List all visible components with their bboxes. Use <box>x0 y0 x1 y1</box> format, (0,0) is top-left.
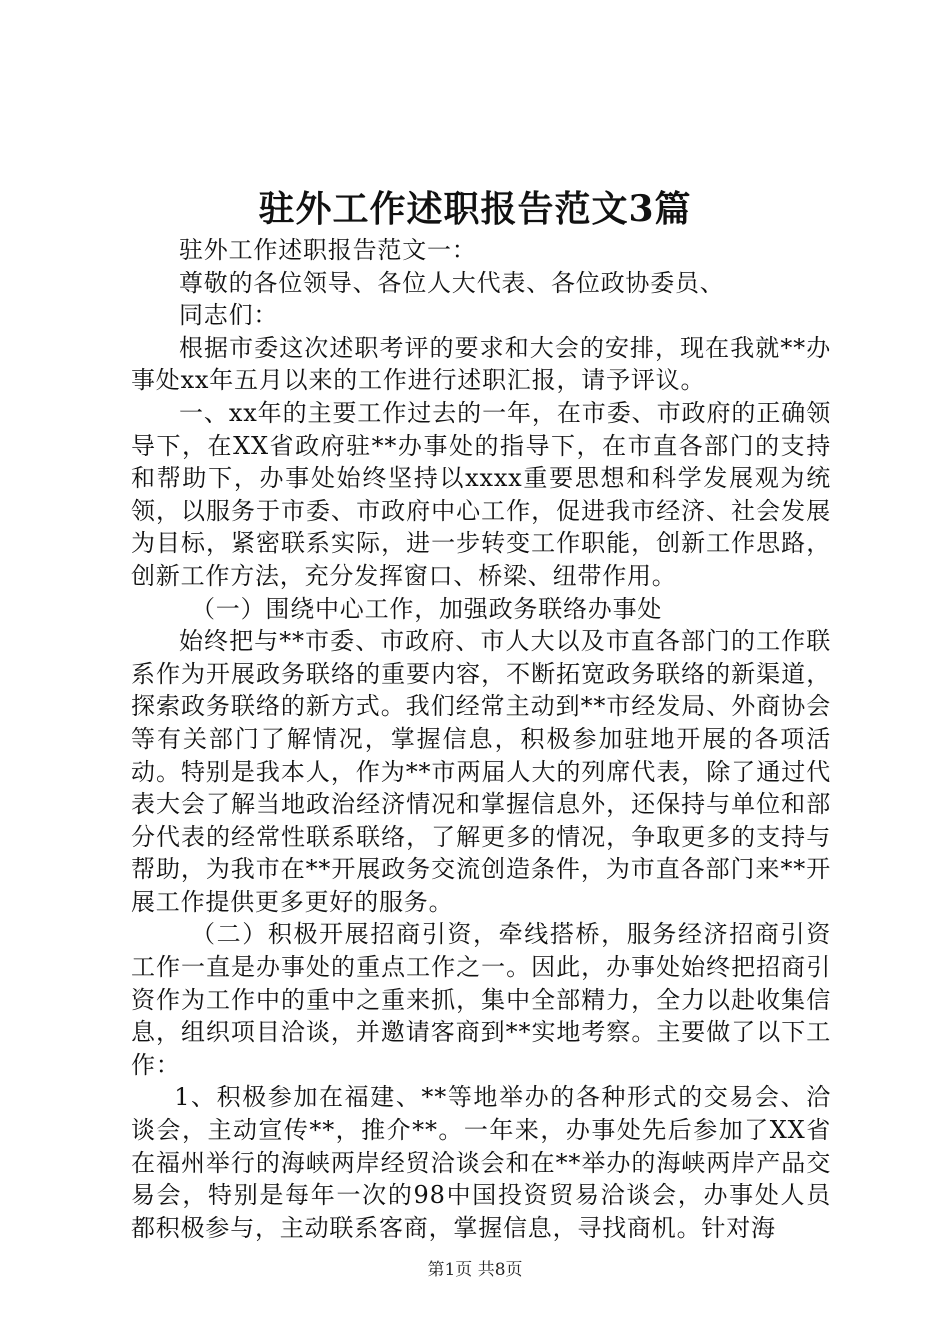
paragraph-salutation-2: 同志们： <box>179 301 279 330</box>
page-number: 第1页 共8页 <box>427 1260 523 1280</box>
paragraph-heading: 驻外工作述职报告范文一： <box>179 236 477 264</box>
paragraph-section-1-body: 始终把与**市委、市政府、市人大以及市直各部门的工作联系作为开展政务联络的重要内容，不断拓宽政务联络的新渠道，探索政务联络的新方式。我们经常主动到**市经发局、外商协会等有关部门了解情况，掌握信息，积极参加驻地开展的各项活动。特别是我本人，作为**市两届人大的列席代表，除了通过代表大会了解当地政治经济情况和掌握信息外，还保持与单位和部分代表的经常性联系联络，了解更多的情况，争取更多的支持与帮助，为我市在**开展政务交流创造条件，为市直各部门来**开展工作提供更多更好的服务。 <box>131 627 831 916</box>
paragraph-subheading-1: （一）围绕中心工作，加强政务联络办事处 <box>191 594 663 623</box>
paragraph-intro: 根据市委这次述职考评的要求和大会的安排，现在我就**办事处xx年五月以来的工作进行述职汇报，请予评议。 <box>131 333 831 395</box>
document-body <box>131 234 831 1244</box>
document-title: 驻外工作述职报告范文3篇 <box>258 188 692 230</box>
paragraph-item-1: 1、积极参加在福建、**等地举办的各种形式的交易会、洽谈会，主动宣传**，推介**。一年来，办事处先后参加了XX省在福州举行的海峡两岸经贸洽谈会和在**举办的海峡两岸产品交易会，特别是每年一次的98中国投资贸易洽谈会，办事处人员都积极参与，主动联系客商，掌握信息，寻找商机。针对海 <box>131 1083 831 1242</box>
paragraph-salutation: 尊敬的各位领导、各位人大代表、各位政协委员、 <box>179 268 725 297</box>
paragraph-section-1: 一、xx年的主要工作过去的一年，在市委、市政府的正确领导下，在XX省政府驻**办事处的指导下，在市直各部门的支持和帮助下，办事处始终坚持以xxxx重要思想和科学发展观为统领，以服务于市委、市政府中心工作，促进我市经济、社会发展为目标，紧密联系实际，进一步转变工作职能，创新工作思路，创新工作方法，充分发挥窗口、桥梁、纽带作用。 <box>131 398 831 590</box>
paragraph-subheading-2: （二）积极开展招商引资，牵线搭桥，服务经济招商引资工作一直是办事处的重点工作之一。因此，办事处始终把招商引资作为工作中的重中之重来抓，集中全部精力，全力以赴收集信息，组织项目洽谈，并邀请客商到**实地考察。主要做了以下工作： <box>131 920 831 1079</box>
